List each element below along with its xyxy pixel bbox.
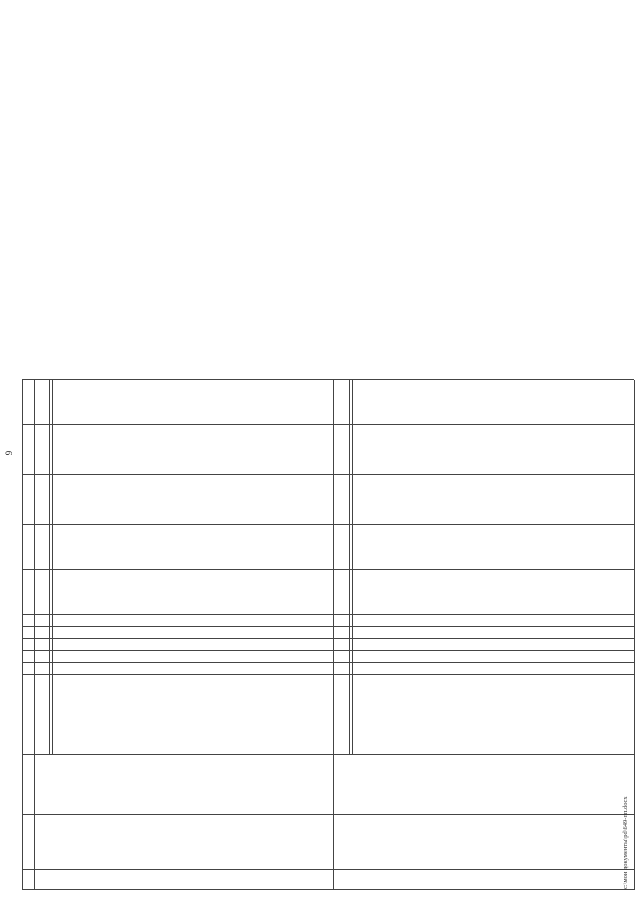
column-line bbox=[22, 569, 634, 570]
column-line bbox=[22, 869, 634, 870]
column-line bbox=[22, 379, 634, 380]
column-line bbox=[22, 889, 634, 890]
table-border-bottom bbox=[634, 380, 635, 890]
column-line bbox=[22, 662, 634, 663]
column-line bbox=[22, 638, 634, 639]
page-number: 9 bbox=[4, 450, 14, 456]
column-line bbox=[22, 474, 634, 475]
column-line bbox=[22, 614, 634, 615]
column-line bbox=[22, 754, 634, 755]
footer-file-path: c:\мои документы\pd\649-пп.docx bbox=[622, 796, 629, 889]
column-line bbox=[22, 424, 634, 425]
column-line bbox=[22, 524, 634, 525]
column-line bbox=[22, 650, 634, 651]
column-line bbox=[22, 814, 634, 815]
total-row-double-line bbox=[349, 380, 353, 755]
total-row-double-line bbox=[49, 380, 53, 755]
row-separator bbox=[333, 380, 334, 890]
column-line bbox=[22, 626, 634, 627]
column-line bbox=[22, 674, 634, 675]
